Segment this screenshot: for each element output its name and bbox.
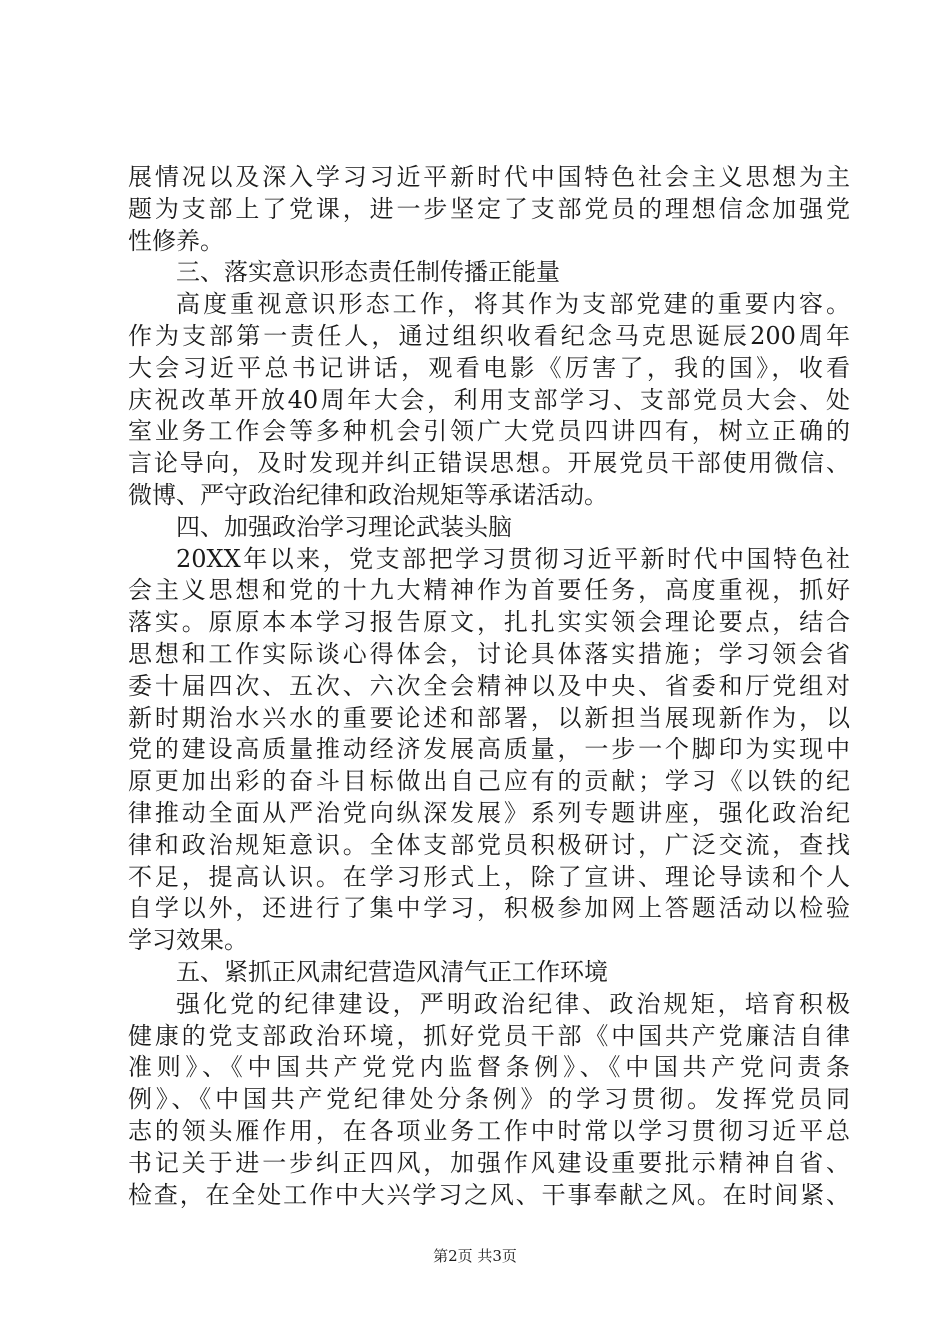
text-line: 高度重视意识形态工作，将其作为支部党建的重要内容。 — [176, 290, 850, 319]
document-body — [128, 162, 850, 1211]
text-line: 思想和工作实际谈心得体会，讨论具体落实措施；学习领会省 — [128, 639, 850, 668]
text-line: 新时期治水兴水的重要论述和部署，以新担当展现新作为，以 — [128, 703, 850, 732]
text-line: 题为支部上了党课，进一步坚定了支部党员的理想信念加强党 — [128, 194, 850, 223]
text-line: 作为支部第一责任人，通过组织收看纪念马克思诞辰200周年 — [128, 321, 850, 350]
text-line: 例》、《中国共产党纪律处分条例》的学习贯彻。发挥党员同 — [128, 1085, 850, 1114]
text-line: 健康的党支部政治环境，抓好党员干部《中国共产党廉洁自律 — [128, 1021, 850, 1050]
text-line: 自学以外，还进行了集中学习，积极参加网上答题活动以检验 — [128, 894, 850, 923]
text-line: 检查，在全处工作中大兴学习之风、干事奉献之风。在时间紧、 — [128, 1180, 850, 1209]
text-line: 学习效果。 — [128, 926, 248, 955]
text-line: 不足，提高认识。在学习形式上，除了宣讲、理论导读和个人 — [128, 862, 850, 891]
text-line: 党的建设高质量推动经济发展高质量，一步一个脚印为实现中 — [128, 735, 850, 764]
text-line: 会主义思想和党的十九大精神作为首要任务，高度重视，抓好 — [128, 576, 850, 605]
text-line: 20XX年以来，党支部把学习贯彻习近平新时代中国特色社 — [176, 544, 850, 573]
text-line: 准则》、《中国共产党党内监督条例》、《中国共产党问责条 — [128, 1053, 850, 1082]
text-line: 三、落实意识形态责任制传播正能量 — [176, 258, 560, 287]
text-line: 庆祝改革开放40周年大会，利用支部学习、支部党员大会、处 — [128, 385, 850, 414]
text-line: 律推动全面从严治党向纵深发展》系列专题讲座，强化政治纪 — [128, 798, 850, 827]
text-line: 委十届四次、五次、六次全会精神以及中央、省委和厅党组对 — [128, 671, 850, 700]
text-line: 性修养。 — [128, 226, 224, 255]
text-line: 展情况以及深入学习习近平新时代中国特色社会主义思想为主 — [128, 163, 850, 191]
text-line: 微博、严守政治纪律和政治规矩等承诺活动。 — [128, 480, 608, 509]
text-line: 落实。原原本本学习报告原文，扎扎实实领会理论要点，结合 — [128, 608, 850, 637]
text-line: 志的领头雁作用，在各项业务工作中时常以学习贯彻习近平总 — [128, 1116, 850, 1145]
text-line: 五、紧抓正风肃纪营造风清气正工作环境 — [176, 957, 608, 986]
text-line: 大会习近平总书记讲话，观看电影《厉害了，我的国》，收看 — [128, 353, 850, 382]
text-line: 室业务工作会等多种机会引领广大党员四讲四有，树立正确的 — [128, 417, 850, 446]
text-line: 律和政治规矩意识。全体支部党员积极研讨，广泛交流，查找 — [128, 830, 850, 859]
page-footer: 第2页 共3页 — [433, 1247, 517, 1265]
text-line: 四、加强政治学习理论武装头脑 — [176, 512, 512, 541]
text-line: 原更加出彩的奋斗目标做出自己应有的贡献；学习《以铁的纪 — [128, 767, 850, 796]
text-line: 强化党的纪律建设，严明政治纪律、政治规矩，培育积极 — [176, 989, 850, 1018]
text-line: 书记关于进一步纠正四风，加强作风建设重要批示精神自省、 — [128, 1148, 850, 1177]
text-line: 言论导向，及时发现并纠正错误思想。开展党员干部使用微信、 — [128, 449, 850, 478]
